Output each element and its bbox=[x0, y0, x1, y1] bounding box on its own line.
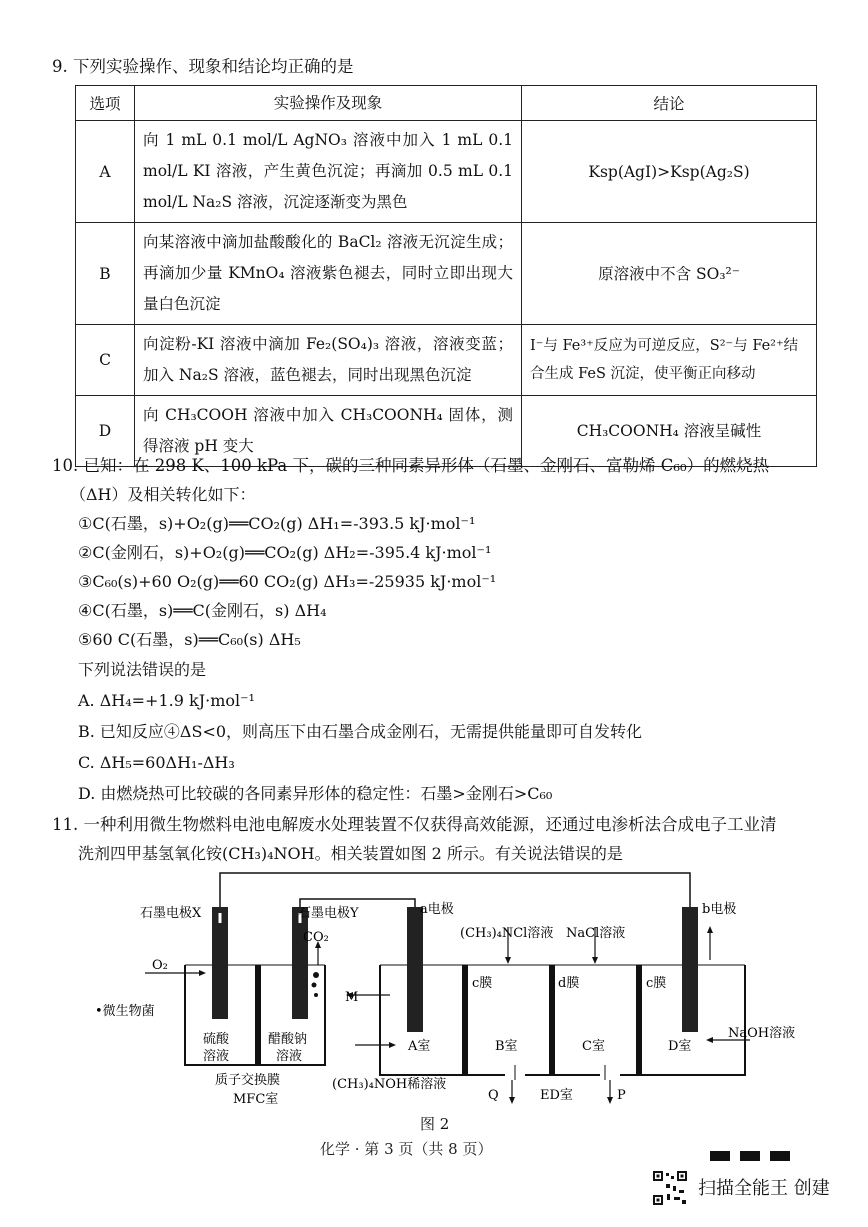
label-sulfuric-2: 溶液 bbox=[203, 1049, 230, 1064]
label-co2: CO₂ bbox=[303, 930, 329, 945]
label-room-a: A室 bbox=[408, 1039, 431, 1054]
q10-option-b: B. 已知反应④ΔS<0，则高压下由石墨合成金刚石，无需提供能量即可自发转化 bbox=[78, 722, 643, 741]
q10-option-d: D. 由燃烧热可比较碳的各同素异形体的稳定性：石墨>金刚石>C₆₀ bbox=[78, 784, 553, 803]
label-c-membrane-2: c膜 bbox=[646, 976, 667, 991]
label-ed-room: ED室 bbox=[540, 1088, 573, 1103]
label-q: Q bbox=[488, 1088, 499, 1103]
q10-equation-1: ①C(石墨，s)+O₂(g)══CO₂(g) ΔH₁=-393.5 kJ·mol⁻¹ bbox=[78, 514, 476, 533]
header-operation: 实验操作及现象 bbox=[135, 86, 522, 121]
q10-ask: 下列说法错误的是 bbox=[78, 660, 207, 679]
q10-option-c: C. ΔH₅=60ΔH₁-ΔH₃ bbox=[78, 753, 235, 772]
label-naoh: NaOH溶液 bbox=[728, 1026, 796, 1041]
label-acetate-2: 溶液 bbox=[276, 1049, 303, 1064]
table-row bbox=[76, 223, 817, 325]
label-c-membrane-1: c膜 bbox=[472, 976, 493, 991]
q11-stem-2: 洗剂四甲基氢氧化铵(CH₃)₄NOH。相关装置如图 2 所示。有关说法错误的是 bbox=[78, 844, 623, 863]
option-letter: D bbox=[76, 396, 135, 467]
header-conclusion: 结论 bbox=[522, 86, 817, 121]
operation-cell: 向淀粉-KI 溶液中滴加 Fe₂(SO₄)₃ 溶液，溶液变蓝；加入 Na₂S 溶液，蓝色褪去，同时出现黑色沉淀 bbox=[135, 325, 522, 396]
label-tma-cl: (CH₃)₄NCl溶液 bbox=[460, 926, 554, 941]
label-d-membrane: d膜 bbox=[558, 976, 580, 991]
operation-cell: 向 CH₃COOH 溶液中加入 CH₃COONH₄ 固体，测得溶液 pH 变大 bbox=[135, 396, 522, 467]
q10-stem-1: 10. 已知：在 298 K、100 kPa 下，碳的三种同素异形体（石墨、金刚石、富勒烯 C₆₀）的燃烧热 bbox=[52, 456, 770, 475]
label-electrode-x: 石墨电极X bbox=[140, 906, 202, 921]
label-electrode-y: 石墨电极Y bbox=[298, 906, 359, 921]
corner-marks bbox=[710, 1146, 800, 1165]
label-sulfuric: 硫酸 bbox=[203, 1032, 230, 1047]
label-room-b: B室 bbox=[495, 1039, 518, 1054]
label-mfc: MFC室 bbox=[233, 1092, 279, 1107]
label-electrode-b: b电极 bbox=[702, 902, 737, 917]
q10-option-a: A. ΔH₄=+1.9 kJ·mol⁻¹ bbox=[78, 691, 255, 710]
qr-code-icon bbox=[652, 1170, 688, 1206]
label-nacl: NaCl溶液 bbox=[566, 926, 626, 941]
label-o2: O₂ bbox=[152, 958, 168, 973]
figure-label: 图 2 bbox=[420, 1115, 450, 1133]
table-header-row bbox=[76, 86, 817, 121]
label-room-d: D室 bbox=[668, 1039, 692, 1054]
q10-equation-3: ③C₆₀(s)+60 O₂(g)══60 CO₂(g) ΔH₃=-25935 kJ·mol⁻¹ bbox=[78, 572, 497, 591]
q10-equation-4: ④C(石墨，s)══C(金刚石，s) ΔH₄ bbox=[78, 601, 327, 620]
q10-equation-5: ⑤60 C(石墨，s)══C₆₀(s) ΔH₅ bbox=[78, 630, 301, 649]
option-letter: B bbox=[76, 223, 135, 325]
q10-stem-2: （ΔH）及相关转化如下： bbox=[70, 485, 256, 504]
label-electrode-a: a电极 bbox=[420, 902, 454, 917]
q9-table bbox=[75, 85, 817, 467]
conclusion-cell: CH₃COONH₄ 溶液呈碱性 bbox=[522, 396, 817, 467]
operation-cell: 向 1 mL 0.1 mol/L AgNO₃ 溶液中加入 1 mL 0.1 mol/L KI 溶液，产生黄色沉淀；再滴加 0.5 mL 0.1 mol/L Na₂S 溶液，沉淀逐渐变为黑色 bbox=[135, 121, 522, 223]
label-acetate: 醋酸钠 bbox=[268, 1032, 308, 1047]
option-letter: A bbox=[76, 121, 135, 223]
operation-cell: 向某溶液中滴加盐酸酸化的 BaCl₂ 溶液无沉淀生成；再滴加少量 KMnO₄ 溶液紫色褪去，同时立即出现大量白色沉淀 bbox=[135, 223, 522, 325]
conclusion-cell: I⁻与 Fe³⁺反应为可逆反应，S²⁻与 Fe²⁺结合生成 FeS 沉淀，使平衡正向移动 bbox=[522, 325, 817, 396]
label-pem: 质子交换膜 bbox=[215, 1073, 281, 1088]
q10-equation-2: ②C(金刚石，s)+O₂(g)══CO₂(g) ΔH₂=-395.4 kJ·mol⁻¹ bbox=[78, 543, 492, 562]
electrolysis-diagram bbox=[90, 865, 830, 1115]
q9-title: 9. 下列实验操作、现象和结论均正确的是 bbox=[52, 57, 354, 76]
option-letter: C bbox=[76, 325, 135, 396]
scanner-watermark: 扫描全能王 创建 bbox=[698, 1178, 830, 1199]
conclusion-cell: 原溶液中不含 SO₃²⁻ bbox=[522, 223, 817, 325]
label-microbe: •微生物菌 bbox=[95, 1004, 155, 1019]
label-room-c: C室 bbox=[582, 1039, 605, 1054]
conclusion-cell: Ksp(AgI)>Ksp(Ag₂S) bbox=[522, 121, 817, 223]
header-option: 选项 bbox=[76, 86, 135, 121]
label-p: P bbox=[617, 1088, 626, 1103]
table-row bbox=[76, 325, 817, 396]
label-m: M bbox=[345, 990, 359, 1005]
table-row bbox=[76, 121, 817, 223]
q11-stem-1: 11. 一种利用微生物燃料电池电解废水处理装置不仅获得高效能源，还通过电渗析法合成电子工业清 bbox=[52, 815, 777, 834]
label-tma-oh: (CH₃)₄NOH稀溶液 bbox=[332, 1077, 447, 1092]
page-footer: 化学 · 第 3 页（共 8 页） bbox=[320, 1140, 493, 1158]
